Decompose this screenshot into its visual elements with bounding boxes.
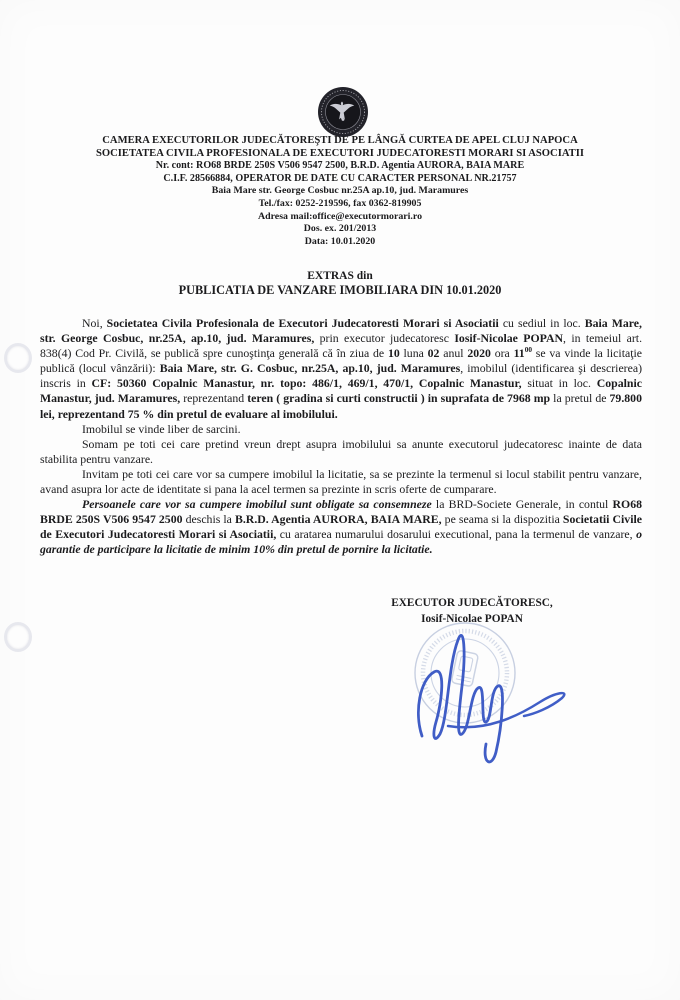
- paragraph-intro: Noi, Societatea Civila Profesionala de Executori Judecatoresti Morari si Asociatii cu sediul in loc. Baia Mare, str. George Cosbuc, nr.25A, ap.10, jud. Maramures, prin executor judecatoresc Iosif-Nicolae POPAN, in temeiul art. 838(4) Cod Pr. Civilă, se publică spre cunoştinţa generală că în ziua de 10 luna 02 anul 2020 ora $11^{00}$ se va vinde la licitaţie publică (locul vânzării): Baia Mare, str. G. Cosbuc, nr.25A, ap.10, jud. Maramures, imobilul (identificarea şi descrierea) inscris in CF: 50360 Copalnic Manastur, nr. topo: 486/1, 469/1, 470/1, Copalnic Manastur, situat in loc. Copalnic Manastur, jud. Maramures, reprezentand teren ( gradina si curti constructii ) in suprafata de 7968 mp la pretul de 79.800 lei, reprezentand 75 % din pretul de evaluare al imobilului.: [40, 316, 643, 421]
- paragraph-somatie: Somam pe toti cei care pretind vreun drept asupra imobilului sa anunte executorul judecatoresc inainte de data stabilita pentru vanzare.: [40, 436, 642, 466]
- letterhead-line: SOCIETATEA CIVILA PROFESIONALA DE EXECUTORI JUDECATORESTI MORARI SI ASOCIATII: [95, 147, 584, 159]
- letterhead-line: CAMERA EXECUTORILOR JUDECĂTOREŞTI DE PE LÂNGĂ CURTEA DE APEL CLUJ NAPOCA: [102, 135, 578, 146]
- document-body: [40, 316, 642, 558]
- title-line-1: EXTRAS din: [307, 270, 373, 282]
- punch-hole: [4, 343, 32, 373]
- signer-role: EXECUTOR JUDECĂTORESC,: [391, 597, 553, 609]
- letterhead-line: Tel./fax: 0252-219596, fax 0362-819905: [258, 197, 422, 209]
- stamp-and-signature: [388, 614, 603, 784]
- letterhead-line: C.I.F. 28566884, OPERATOR DE DATE CU CARACTER PERSONAL NR.21757: [163, 172, 517, 184]
- document-title: [0, 269, 680, 298]
- punch-hole: [4, 622, 32, 652]
- title-line-2: PUBLICATIA DE VANZARE IMOBILIARA DIN 10.01.2020: [178, 283, 502, 297]
- letterhead-line: Data: 10.01.2020: [304, 235, 376, 247]
- signer-name: Iosif-Nicolae POPAN: [421, 612, 523, 625]
- letterhead-line: Adresa mail:office@executormorari.ro: [257, 210, 423, 222]
- handwritten-signature: [418, 635, 564, 761]
- paragraph-invitatie: Invitam pe toti cei care vor sa cumpere imobilul la licitatie, sa se prezinte la termenul si locul stabilit pentru vanzare, avand asupra lor acte de identitate si pana la acel termen sa prezinte in scris oferte de cumparare.: [40, 466, 642, 497]
- eagle-seal-icon: [317, 86, 369, 138]
- letterhead-line: Nr. cont: RO68 BRDE 250S V506 9547 2500, B.R.D. Agentia AURORA, BAIA MARE: [155, 160, 525, 172]
- letterhead: [0, 135, 680, 248]
- round-blue-stamp-icon: [415, 623, 515, 723]
- paragraph-sarcini: Imobilul se vinde liber de sarcini.: [82, 421, 241, 436]
- paragraph-consemnare: Persoanele care vor sa cumpere imobilul sunt obligate sa consemneze la BRD-Societe Generale, in contul RO68 BRDE 250S V506 9547 2500 deschis la B.R.D. Agentia AURORA, BAIA MARE, pe seama si la dispozitia Societatii Civile de Executori Judecatoresti Morari si Asociatii, cu aratarea numarului dosarului executional, pana la termenul de vanzare, o garantie de participare la licitatie de minim 10% din pretul de pornire la licitatie.: [40, 497, 642, 557]
- letterhead-line: Dos. ex. 201/2013: [303, 223, 377, 235]
- letterhead-line: Baia Mare str. George Cosbuc nr.25A ap.10, jud. Maramures: [211, 185, 469, 197]
